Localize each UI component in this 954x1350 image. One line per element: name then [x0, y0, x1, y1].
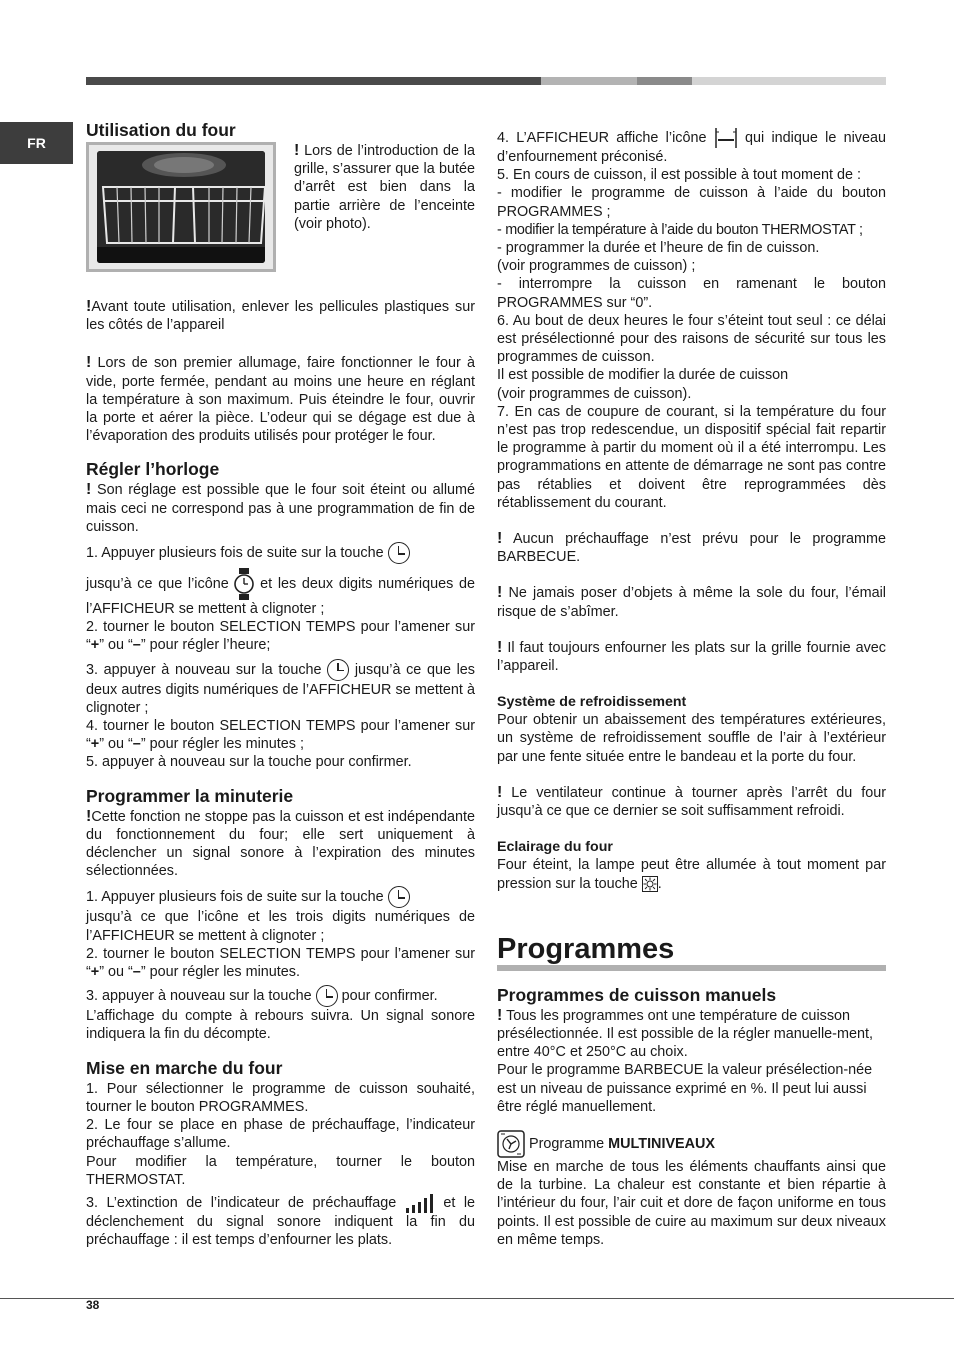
section-title-horloge: Régler l’horloge — [86, 459, 220, 480]
language-tab: FR — [0, 122, 73, 164]
text: ” ou “ — [99, 637, 133, 654]
text: ” ou “ — [99, 736, 133, 753]
text: et les deux digits numériques de l’AFFICHEUR se mettent à clignoter ; — [86, 575, 476, 618]
text-block — [497, 128, 886, 166]
text: 3. appuyer à nouveau sur la touche — [86, 661, 322, 678]
minus-symbol: – — [132, 736, 141, 753]
warning-mark: ! — [86, 807, 92, 825]
text-block — [86, 886, 475, 908]
text: Programme — [529, 1135, 605, 1152]
watch-icon — [234, 568, 254, 600]
chapter-title-programmes: Programmes — [497, 933, 886, 971]
minus-symbol: – — [132, 964, 141, 981]
warning-mark: ! — [497, 530, 503, 548]
footer-rule — [0, 1298, 954, 1299]
text: 3. L’extinction de l’indicateur de préchauffage — [86, 1194, 397, 1211]
text: 1. Appuyer plusieurs fois de suite sur la touche — [86, 544, 384, 561]
text: 4. tourner le bouton SELECTION TEMPS pour l’amener sur “ — [86, 718, 475, 753]
right-column — [497, 128, 886, 1249]
text-block — [86, 659, 475, 717]
text-block — [497, 639, 886, 675]
text: . — [657, 875, 662, 892]
text-block — [497, 784, 886, 820]
text: 2. tourner le bouton SELECTION TEMPS pour l’amener sur “ — [86, 945, 475, 981]
text-block: Mise en marche de tous les éléments chauffants ainsi que de la turbine. La chaleur est constante et bien répartie à l’intérieur du four, l’air cuit et dore de façon uniforme en tous points. Il est possible de cuire au maximum sur deux niveaux en même temps. — [497, 1158, 886, 1248]
text: jusqu’à ce que l’icône — [86, 575, 229, 592]
left-column — [86, 120, 475, 1249]
text-block: (voir programmes de cuisson). — [497, 385, 692, 402]
text-block — [497, 530, 886, 566]
text: Tous les programmes ont une température de cuisson présélectionnée. Il est possible de la régler manuelle-ment, entre 40°C et 250°C au choix. — [497, 1007, 873, 1061]
bar-segment — [692, 77, 886, 85]
clock-icon — [327, 659, 349, 681]
text-block — [86, 542, 475, 564]
text: ” ou “ — [99, 964, 133, 981]
text-block: - programmer la durée et l’heure de fin de cuisson. — [497, 240, 820, 257]
minus-symbol: – — [132, 637, 141, 654]
text-block — [86, 985, 475, 1007]
text: pour confirmer. — [341, 988, 438, 1005]
text: Le ventilateur continue à tourner après l’arrêt du four jusqu’à ce que ce dernier se soit suffisamment refroidi. — [497, 784, 887, 820]
text: ” pour régler les minutes. — [140, 964, 300, 981]
text-block: (voir programmes de cuisson) ; — [497, 258, 696, 275]
section-title-utilisation: Utilisation du four — [86, 120, 236, 140]
clock-icon — [388, 542, 410, 564]
text: Son réglage est possible que le four soit éteint ou allumé mais ceci ne correspond pas à une programmation de fin de cuisson. — [86, 482, 476, 535]
text: 3. appuyer à nouveau sur la touche — [86, 988, 312, 1005]
text-block: Pour modifier la température, tourner le bouton THERMOSTAT. — [86, 1153, 475, 1188]
clock-icon — [388, 886, 410, 908]
text-block: Il est possible de modifier la durée de cuisson — [497, 367, 789, 384]
text: qui indique le niveau d’enfournement préconisé. — [497, 129, 887, 165]
text-block: - modifier la température à l’aide du bouton THERMOSTAT ; — [497, 221, 863, 238]
warning-mark: ! — [86, 481, 92, 499]
text-block: 2. Le four se place en phase de préchauffage, l’indicateur préchauffage s’allume. — [86, 1117, 475, 1152]
text: Cette fonction ne stoppe pas la cuisson et est indépendante du fonctionnement du four; elle sert uniquement à déclencher un signal sonore à l’expiration des minutes sélectionnées. — [86, 808, 475, 880]
text-block — [497, 856, 886, 892]
text-block: 5. En cours de cuisson, il est possible à tout moment de : — [497, 167, 861, 184]
text: Il faut toujours enfourner les plats sur la grille fournie avec l’appareil. — [497, 639, 886, 675]
text-block: 6. Au bout de deux heures le four s’éteint tout seul : ce délai est présélectionné pour des raisons de sécurité sur tous les programmes de cuisson. — [497, 312, 886, 366]
text: jusqu’à ce que les deux autres digits numériques de l’AFFICHEUR se mettent à clignoter ; — [86, 661, 476, 716]
text-block — [86, 945, 475, 981]
text-block: - interrompre la cuisson en ramenant le bouton PROGRAMMES sur “0”. — [497, 276, 886, 311]
text-block — [86, 717, 475, 753]
text-block: L’affichage du compte à rebours suivra. Un signal sonore indiquera la fin du décompte. — [86, 1008, 475, 1043]
text: ” pour régler l’heure; — [140, 637, 271, 654]
section-title-cuisson-manuels: Programmes de cuisson manuels — [497, 984, 777, 1005]
text: 4. L’AFFICHEUR affiche l’icône — [497, 129, 707, 146]
warning-mark: ! — [497, 1006, 503, 1024]
text-block: Pour obtenir un abaissement des températures extérieures, un système de refroidissement souffle de l’air à l’extérieur par une fente située entre le bandeau et la porte du four. — [497, 712, 886, 765]
warning-mark: ! — [497, 584, 503, 602]
text-block — [497, 584, 886, 620]
text-block: jusqu’à ce que l’icône et les trois digits numériques de l’AFFICHEUR se mettent à clignoter ; — [86, 909, 475, 944]
section-title-mise-en-marche: Mise en marche du four — [86, 1057, 283, 1078]
plus-symbol: + — [90, 736, 100, 753]
text-block — [86, 808, 475, 881]
text-block: - modifier le programme de cuisson à l’aide du bouton PROGRAMMES ; — [497, 185, 886, 220]
top-decor-bar — [86, 77, 886, 85]
subtitle-eclairage: Eclairage du four — [497, 839, 613, 856]
warning-mark: ! — [86, 298, 92, 315]
warning-mark: ! — [497, 638, 503, 656]
text: Avant toute utilisation, enlever les pellicules plastiques sur les côtés de l’appareil — [86, 299, 475, 334]
warning-mark: ! — [294, 142, 300, 159]
plus-symbol: + — [90, 964, 100, 981]
text: et le déclenchement du signal sonore indiquent la fin du préchauffage : il est temps d’enfourner les plats. — [86, 1194, 476, 1249]
text-block — [497, 1130, 886, 1158]
multiniveaux-fan-icon — [497, 1130, 525, 1158]
text-block — [86, 354, 475, 445]
text-block — [86, 618, 475, 654]
text-block — [86, 1193, 475, 1249]
text-block: 1. Pour sélectionner le programme de cuisson souhaité, tourner le bouton PROGRAMMES. — [86, 1080, 475, 1115]
bar-segment — [86, 77, 541, 85]
text-block: Pour le programme BARBECUE la valeur présélection-née est un niveau de puissance exprimé en %. Il peut lui aussi être réglé manuellement. — [497, 1062, 873, 1115]
text: Lors de l’introduction de la grille, s’assurer que la butée d’arrêt est bien dans la partie arrière de l’enceinte (voir photo). — [294, 143, 475, 232]
text: Ne jamais poser d’objets à même la sole du four, l’émail risque de s’abîmer. — [497, 585, 886, 620]
subtitle-refroidissement: Système de refroidissement — [497, 694, 687, 711]
text-block — [86, 481, 475, 536]
text: 1. Appuyer plusieurs fois de suite sur la touche — [86, 889, 384, 906]
lamp-icon — [642, 876, 658, 892]
clock-icon — [316, 985, 338, 1007]
program-name: MULTINIVEAUX — [608, 1135, 716, 1152]
rack-level-icon — [714, 128, 738, 148]
text-block — [497, 1007, 886, 1062]
plus-symbol: + — [90, 637, 100, 654]
text: Aucun préchauffage n’est prévu pour le programme BARBECUE. — [497, 531, 886, 566]
text-block: 7. En cas de coupure de courant, si la température du four n’est pas trop redescendue, un dispositif spécial fait repartir le programme à partir du moment où il a été interrompu. Les programmations en attente de démarrage ne sont pas contre pas rétablies et doivent être reprogrammées dès rétablissement du courant. — [497, 403, 886, 511]
bar-segment — [541, 77, 637, 85]
text: Lors de son premier allumage, faire fonctionner le four à vide, porte fermée, pendant au moins une heure en réglant la température à son maximum. Puis éteindre le four, ouvrir la porte et aérer la pièce. L’odeur qui se dégage est due à l’évaporation des produits utilisés pour protéger le four. — [86, 355, 476, 445]
text: 2. tourner le bouton SELECTION TEMPS pour l’amener sur “ — [86, 619, 475, 654]
page-number: 38 — [86, 1298, 100, 1312]
warning-mark: ! — [86, 354, 92, 372]
text-block — [86, 298, 475, 334]
oven-rack-illustration — [97, 151, 265, 263]
text: Four éteint, la lampe peut être allumée à tout moment par pression sur la touche — [497, 857, 886, 892]
bar-segment — [637, 77, 692, 85]
oven-rack-photo — [86, 142, 276, 272]
text-block — [86, 568, 475, 618]
text: ” pour régler les minutes ; — [140, 736, 304, 753]
preheat-bars-icon — [405, 1193, 435, 1213]
section-title-minuterie: Programmer la minuterie — [86, 785, 294, 806]
warning-mark: ! — [497, 783, 503, 801]
text-block: 5. appuyer à nouveau sur la touche pour confirmer. — [86, 754, 412, 771]
